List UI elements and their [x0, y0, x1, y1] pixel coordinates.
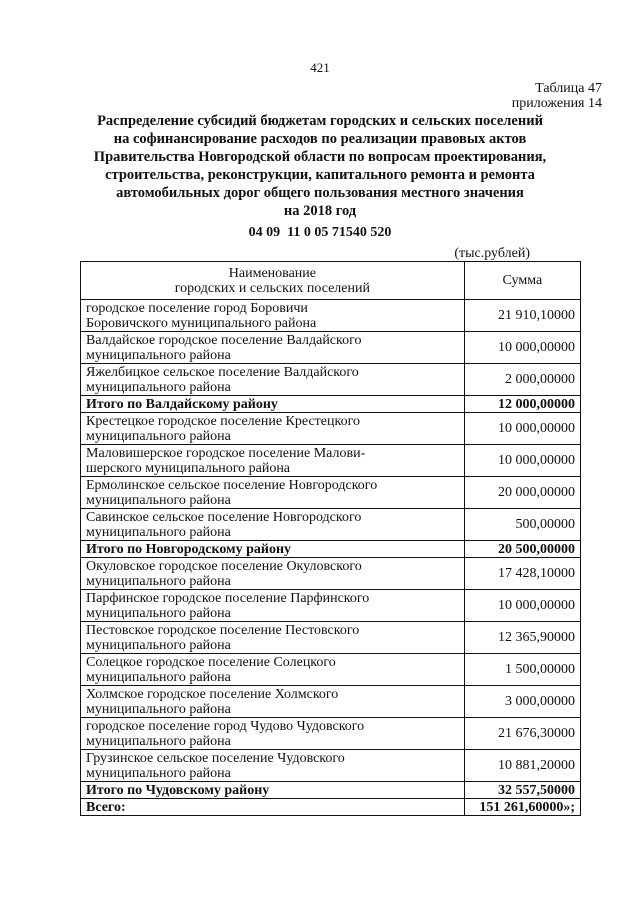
- amount-cell: 10 000,00000: [464, 445, 580, 477]
- amount-cell: 12 000,00000: [464, 396, 580, 413]
- title-line: на софинансирование расходов по реализации правовых актов: [113, 131, 527, 147]
- page-number: 421: [310, 60, 330, 75]
- settlement-name-line: муниципального района: [86, 701, 231, 717]
- settlement-name-line: Холмское городское поселение Холмского: [86, 686, 339, 702]
- table-row: [81, 654, 581, 686]
- settlement-name-line: муниципального района: [86, 524, 231, 540]
- settlement-name-line: городское поселение город Боровичи: [86, 300, 308, 316]
- settlement-name-line: Савинское сельское поселение Новгородского: [86, 509, 362, 525]
- settlement-name-line: муниципального района: [86, 637, 231, 653]
- settlement-name: [81, 332, 465, 364]
- amount-cell: 21 676,30000: [464, 718, 580, 750]
- settlement-name-line: Крестецкое городское поселение Крестецкого: [86, 413, 360, 429]
- settlement-name-line: муниципального района: [86, 347, 231, 363]
- settlement-name-line: муниципального района: [86, 428, 231, 444]
- table-row: [81, 622, 581, 654]
- title-line: строительства, реконструкции, капитального ремонта и ремонта: [105, 167, 535, 183]
- settlement-name: [81, 300, 465, 332]
- table-row: [81, 300, 581, 332]
- settlement-name: [81, 477, 465, 509]
- title-line: автомобильных дорог общего пользования местного значения: [116, 185, 524, 201]
- appendix-number: приложения 14: [511, 96, 602, 111]
- document-title: [80, 112, 560, 220]
- total-row: [81, 541, 581, 558]
- settlement-name-line: муниципального района: [86, 573, 231, 589]
- total-row: [81, 799, 581, 816]
- name-column-header: [81, 262, 465, 300]
- budget-code: 04 09 11 0 05 71540 520: [248, 225, 392, 240]
- unit-label: (тыс.рублей): [454, 246, 530, 261]
- total-label: Итого по Новгородскому району: [81, 541, 465, 558]
- settlement-name-line: Маловишерское городское поселение Малови-: [86, 445, 366, 461]
- subsidy-table: [80, 261, 581, 816]
- settlement-name: [81, 558, 465, 590]
- header-line: городских и сельских поселений: [174, 280, 370, 296]
- amount-cell: 2 000,00000: [464, 364, 580, 396]
- table-row: [81, 509, 581, 541]
- settlement-name: [81, 590, 465, 622]
- settlement-name-line: муниципального района: [86, 379, 231, 395]
- amount-cell: 20 000,00000: [464, 477, 580, 509]
- sum-column-header: Сумма: [464, 262, 580, 300]
- amount-cell: 10 000,00000: [464, 332, 580, 364]
- settlement-name-line: муниципального района: [86, 765, 231, 781]
- table-row: [81, 750, 581, 782]
- table-reference: [512, 81, 602, 111]
- total-label: Итого по Чудовскому району: [81, 782, 465, 799]
- table-row: [81, 445, 581, 477]
- settlement-name: [81, 445, 465, 477]
- settlement-name: [81, 622, 465, 654]
- settlement-name-line: Грузинское сельское поселение Чудовского: [86, 750, 345, 766]
- amount-cell: 17 428,10000: [464, 558, 580, 590]
- settlement-name-line: муниципального района: [86, 605, 231, 621]
- table-row: [81, 332, 581, 364]
- settlement-name: [81, 686, 465, 718]
- settlement-name: [81, 413, 465, 445]
- header-line: Наименование: [228, 265, 316, 281]
- amount-cell: 151 261,60000»;: [464, 799, 580, 816]
- title-line: Распределение субсидий бюджетам городских и сельских поселений: [97, 113, 543, 129]
- settlement-name-line: муниципального района: [86, 733, 231, 749]
- table-body: [81, 300, 581, 816]
- settlement-name-line: городское поселение город Чудово Чудовского: [86, 718, 365, 734]
- table-row: [81, 558, 581, 590]
- amount-cell: 10 881,20000: [464, 750, 580, 782]
- total-label: Итого по Валдайскому району: [81, 396, 465, 413]
- settlement-name-line: Яжелбицкое сельское поселение Валдайского: [86, 364, 359, 380]
- settlement-name-line: Ермолинское сельское поселение Новгородского: [86, 477, 378, 493]
- table-row: [81, 590, 581, 622]
- amount-cell: 20 500,00000: [464, 541, 580, 558]
- settlement-name-line: Боровичского муниципального района: [86, 315, 317, 331]
- settlement-name-line: Валдайское городское поселение Валдайского: [86, 332, 362, 348]
- table-row: [81, 686, 581, 718]
- settlement-name-line: Парфинское городское поселение Парфинского: [86, 590, 370, 606]
- amount-cell: 3 000,00000: [464, 686, 580, 718]
- table-row: [81, 718, 581, 750]
- settlement-name-line: муниципального района: [86, 669, 231, 685]
- settlement-name-line: шерского муниципального района: [86, 460, 291, 476]
- amount-cell: 10 000,00000: [464, 413, 580, 445]
- title-line: Правительства Новгородской области по вопросам проектирования,: [93, 149, 547, 165]
- table-row: [81, 364, 581, 396]
- settlement-name: [81, 509, 465, 541]
- settlement-name-line: муниципального района: [86, 492, 231, 508]
- amount-cell: 1 500,00000: [464, 654, 580, 686]
- total-label: Всего:: [81, 799, 465, 816]
- settlement-name: [81, 718, 465, 750]
- amount-cell: 21 910,10000: [464, 300, 580, 332]
- table-number: Таблица 47: [535, 81, 602, 96]
- settlement-name-line: Солецкое городское поселение Солецкого: [86, 654, 336, 670]
- settlement-name: [81, 750, 465, 782]
- settlement-name-line: Пестовское городское поселение Пестовского: [86, 622, 360, 638]
- settlement-name: [81, 364, 465, 396]
- amount-cell: 10 000,00000: [464, 590, 580, 622]
- total-row: [81, 396, 581, 413]
- table-header-row: [81, 262, 581, 300]
- table-row: [81, 413, 581, 445]
- amount-cell: 32 557,50000: [464, 782, 580, 799]
- settlement-name: [81, 654, 465, 686]
- table-row: [81, 477, 581, 509]
- amount-cell: 12 365,90000: [464, 622, 580, 654]
- settlement-name-line: Окуловское городское поселение Окуловского: [86, 558, 362, 574]
- amount-cell: 500,00000: [464, 509, 580, 541]
- title-line: на 2018 год: [283, 203, 357, 219]
- total-row: [81, 782, 581, 799]
